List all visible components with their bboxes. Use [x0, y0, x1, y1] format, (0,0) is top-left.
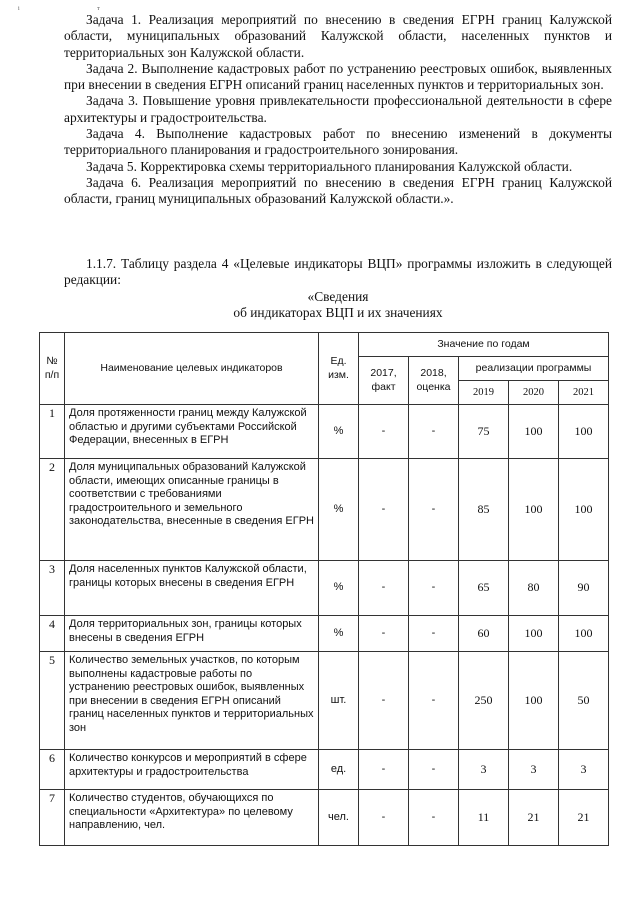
header-2021: 2021 — [559, 381, 609, 405]
row-name: Доля муниципальных образований Калужской области, имеющих описанные границы в соответствии с требованиями градостроительного и земельного законодательства, внесенные в сведения ЕГРН — [65, 459, 319, 561]
row-num: 1 — [40, 405, 65, 459]
row-2021: 21 — [559, 790, 609, 846]
row-unit: чел. — [319, 790, 359, 846]
task-paragraph: Задача 2. Выполнение кадастровых работ по устранению реестровых ошибок, выявленных при внесении в сведения ЕГРН описаний границ населенных пунктов и территориальных зон. — [64, 60, 612, 93]
table-title-line2: об индикаторах ВЦП и их значениях — [233, 305, 443, 320]
row-unit: % — [319, 405, 359, 459]
row-2018: - — [409, 405, 459, 459]
row-unit: % — [319, 616, 359, 652]
row-2017: - — [359, 616, 409, 652]
header-2017: 2017, факт — [359, 357, 409, 405]
row-2018: - — [409, 652, 459, 750]
tasks-list — [64, 12, 612, 208]
row-2017: - — [359, 652, 409, 750]
row-2017: - — [359, 750, 409, 790]
task-paragraph: Задача 4. Выполнение кадастровых работ по внесению изменений в документы территориального планирования и градостроительного зонирования. — [64, 126, 612, 158]
header-2018: 2018, оценка — [409, 357, 459, 405]
header-program: реализации программы — [459, 357, 609, 381]
table-row — [40, 616, 609, 652]
row-num: 5 — [40, 652, 65, 750]
row-2019: 11 — [459, 790, 509, 846]
row-2017: - — [359, 405, 409, 459]
row-2018: - — [409, 616, 459, 652]
header-2020: 2020 — [509, 381, 559, 405]
row-name: Количество студентов, обучающихся по специальности «Архитектура» по целевому направлению, чел. — [65, 790, 319, 846]
table-row — [40, 405, 609, 459]
row-2020: 21 — [509, 790, 559, 846]
indicators-table — [39, 332, 609, 846]
row-2019: 250 — [459, 652, 509, 750]
header-unit: Ед. изм. — [319, 333, 359, 405]
row-2020: 80 — [509, 561, 559, 616]
row-2019: 85 — [459, 459, 509, 561]
section-text: 1.1.7. Таблицу раздела 4 «Целевые индикаторы ВЦП» программы изложить в следующей редакции: — [64, 256, 612, 287]
row-2017: - — [359, 459, 409, 561]
row-2021: 100 — [559, 459, 609, 561]
table-row — [40, 561, 609, 616]
row-2021: 100 — [559, 405, 609, 459]
row-2021: 90 — [559, 561, 609, 616]
row-num: 6 — [40, 750, 65, 790]
scan-marks: i т — [18, 6, 138, 12]
row-num: 4 — [40, 616, 65, 652]
row-2020: 100 — [509, 652, 559, 750]
row-2021: 100 — [559, 616, 609, 652]
table-title-line1: «Сведения — [307, 289, 369, 304]
header-2019: 2019 — [459, 381, 509, 405]
row-name: Количество земельных участков, по которым выполнены кадастровые работы по устранению реестровых ошибок, выявленных при внесении в сведения ЕГРН описаний границ населенных пунктов и территориальных зон — [65, 652, 319, 750]
row-2020: 100 — [509, 616, 559, 652]
task-paragraph: Задача 1. Реализация мероприятий по внесению в сведения ЕГРН границ Калужской области, муниципальных образований Калужской области, населенных пунктов и территориальных зон Калужской области. — [64, 12, 612, 60]
row-num: 7 — [40, 790, 65, 846]
row-unit: ед. — [319, 750, 359, 790]
header-values-by-year: Значение по годам — [359, 333, 609, 357]
task-paragraph: Задача 6. Реализация мероприятий по внесению в сведения ЕГРН границ Калужской области, границ муниципальных образований Калужской области.». — [64, 174, 612, 207]
row-2018: - — [409, 790, 459, 846]
table-row — [40, 459, 609, 561]
row-unit: шт. — [319, 652, 359, 750]
row-name: Доля протяженности границ между Калужской областью и другими субъектами Российской Федерации, внесенных в ЕГРН — [65, 405, 319, 459]
table-row — [40, 750, 609, 790]
row-unit: % — [319, 561, 359, 616]
row-2019: 65 — [459, 561, 509, 616]
row-2021: 50 — [559, 652, 609, 750]
table-row — [40, 652, 609, 750]
row-2021: 3 — [559, 750, 609, 790]
task-paragraph: Задача 5. Корректировка схемы территориального планирования Калужской области. — [86, 158, 573, 174]
row-num: 2 — [40, 459, 65, 561]
task-paragraph: Задача 3. Повышение уровня привлекательности профессиональной деятельности в сфере архитектуры и градостроительства. — [64, 93, 612, 125]
row-2018: - — [409, 750, 459, 790]
row-name: Количество конкурсов и мероприятий в сфере архитектуры и градостроительства — [65, 750, 319, 790]
row-2019: 60 — [459, 616, 509, 652]
row-2020: 3 — [509, 750, 559, 790]
row-2020: 100 — [509, 405, 559, 459]
header-name: Наименование целевых индикаторов — [65, 333, 319, 405]
table-row — [40, 790, 609, 846]
row-2018: - — [409, 459, 459, 561]
row-name: Доля населенных пунктов Калужской области, границы которых внесены в сведения ЕГРН — [65, 561, 319, 616]
row-num: 3 — [40, 561, 65, 616]
row-2017: - — [359, 790, 409, 846]
row-2017: - — [359, 561, 409, 616]
row-2019: 3 — [459, 750, 509, 790]
header-num: № п/п — [40, 333, 65, 405]
row-2018: - — [409, 561, 459, 616]
row-unit: % — [319, 459, 359, 561]
row-2020: 100 — [509, 459, 559, 561]
row-2019: 75 — [459, 405, 509, 459]
row-name: Доля территориальных зон, границы которых внесены в сведения ЕГРН — [65, 616, 319, 652]
